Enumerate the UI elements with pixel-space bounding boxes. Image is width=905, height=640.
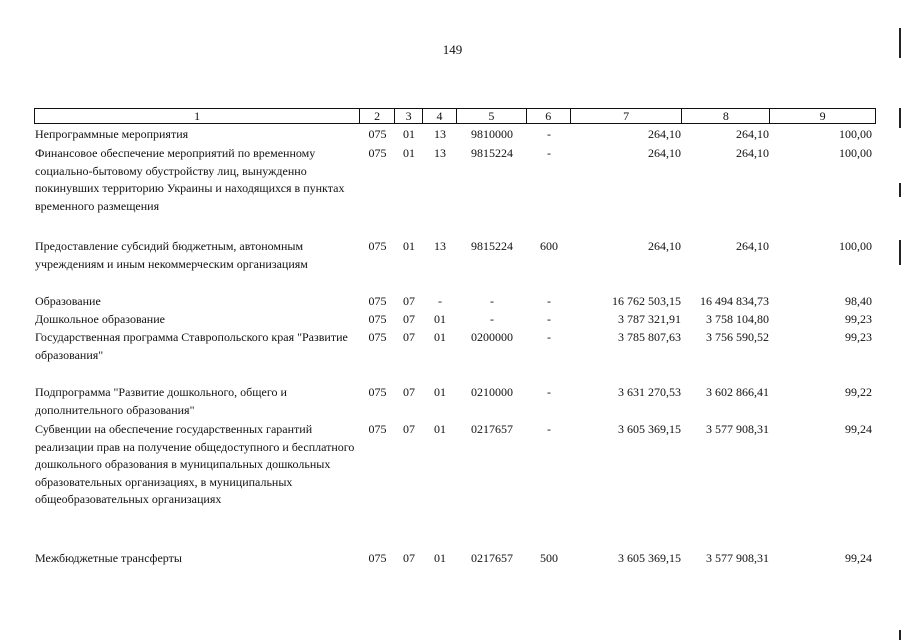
row-name: Предоставление субсидий бюджетным, автономным учреждениям и иным некоммерческим организациям xyxy=(35,239,308,271)
table-row xyxy=(34,126,876,144)
cell-target-article: 0200000 xyxy=(471,330,513,344)
cell-executed: 264,10 xyxy=(736,127,769,141)
row-name: Дошкольное образование xyxy=(35,312,165,326)
row-name: Образование xyxy=(35,294,101,308)
cell-planned: 3 631 270,53 xyxy=(618,385,681,399)
cell-subsection: 13 xyxy=(434,239,446,253)
cell-target-article: 9810000 xyxy=(471,127,513,141)
cell-section: 07 xyxy=(403,312,415,326)
cell-executed: 3 577 908,31 xyxy=(706,551,769,565)
column-header-3: 3 xyxy=(395,109,423,123)
cell-target-article: 0217657 xyxy=(471,551,513,565)
cell-section: 07 xyxy=(403,330,415,344)
cell-ministry: 075 xyxy=(368,330,387,344)
cell-target-article: 0217657 xyxy=(471,422,513,436)
cell-expense-type: - xyxy=(547,146,551,160)
cell-target-article: 9815224 xyxy=(471,239,513,253)
column-header-8: 8 xyxy=(682,109,770,123)
table-row xyxy=(34,384,876,419)
page-number: 149 xyxy=(442,42,463,57)
table-row xyxy=(34,145,876,215)
cell-ministry: 075 xyxy=(368,551,387,565)
cell-expense-type: - xyxy=(547,127,551,141)
table-row xyxy=(34,421,876,509)
column-header-5: 5 xyxy=(457,109,527,123)
cell-planned: 264,10 xyxy=(648,146,681,160)
row-name: Финансовое обеспечение мероприятий по временному социально-бытовому обустройству лиц, вынужденно покинувших территорию Украины и находящихся в пунктах временного размещения xyxy=(35,146,345,213)
cell-target-article: - xyxy=(490,294,494,308)
cell-ministry: 075 xyxy=(368,385,387,399)
cell-ministry: 075 xyxy=(368,294,387,308)
column-header-4: 4 xyxy=(423,109,457,123)
cell-section: 01 xyxy=(403,239,415,253)
scan-edge-mark xyxy=(899,183,901,197)
cell-ministry: 075 xyxy=(368,127,387,141)
cell-subsection: 01 xyxy=(434,330,446,344)
cell-executed: 264,10 xyxy=(736,146,769,160)
cell-planned: 16 762 503,15 xyxy=(612,294,681,308)
cell-ministry: 075 xyxy=(368,239,387,253)
scan-edge-mark xyxy=(899,108,901,128)
cell-executed: 3 758 104,80 xyxy=(706,312,769,326)
cell-executed: 3 577 908,31 xyxy=(706,422,769,436)
cell-percent: 100,00 xyxy=(839,146,872,160)
row-name: Субвенции на обеспечение государственных гарантий реализации прав на получение общедоступного и бесплатного дошкольного образования в муниципальных дошкольных образовательных организациях, в муниципальных общеобразовательных организациях xyxy=(35,422,355,506)
cell-expense-type: 500 xyxy=(540,551,558,565)
column-header-7: 7 xyxy=(571,109,683,123)
row-name: Государственная программа Ставропольского края "Развитие образования" xyxy=(35,330,348,362)
cell-expense-type: - xyxy=(547,312,551,326)
cell-section: 07 xyxy=(403,422,415,436)
cell-subsection: 13 xyxy=(434,146,446,160)
cell-expense-type: - xyxy=(547,330,551,344)
cell-section: 07 xyxy=(403,385,415,399)
cell-section: 01 xyxy=(403,127,415,141)
cell-percent: 99,24 xyxy=(845,422,872,436)
table-row xyxy=(34,329,876,364)
cell-expense-type: - xyxy=(547,294,551,308)
cell-ministry: 075 xyxy=(368,422,387,436)
row-name: Подпрограмма "Развитие дошкольного, общего и дополнительного образования" xyxy=(35,385,287,417)
cell-planned: 3 785 807,63 xyxy=(618,330,681,344)
cell-target-article: 9815224 xyxy=(471,146,513,160)
table-row xyxy=(34,311,876,329)
table-row xyxy=(34,238,876,273)
cell-executed: 264,10 xyxy=(736,239,769,253)
row-name: Непрограммные мероприятия xyxy=(35,127,189,141)
cell-percent: 98,40 xyxy=(845,294,872,308)
cell-target-article: - xyxy=(490,312,494,326)
cell-percent: 99,24 xyxy=(845,551,872,565)
column-header-6: 6 xyxy=(527,109,571,123)
cell-percent: 99,23 xyxy=(845,312,872,326)
cell-subsection: - xyxy=(438,294,442,308)
scan-edge-mark xyxy=(899,630,901,640)
cell-ministry: 075 xyxy=(368,312,387,326)
cell-section: 01 xyxy=(403,146,415,160)
cell-planned: 3 605 369,15 xyxy=(618,422,681,436)
cell-section: 07 xyxy=(403,294,415,308)
cell-expense-type: - xyxy=(547,385,551,399)
cell-section: 07 xyxy=(403,551,415,565)
cell-executed: 3 602 866,41 xyxy=(706,385,769,399)
row-name: Межбюджетные трансферты xyxy=(35,551,182,565)
cell-subsection: 01 xyxy=(434,422,446,436)
column-header-1: 1 xyxy=(35,109,360,123)
cell-planned: 264,10 xyxy=(648,127,681,141)
cell-percent: 100,00 xyxy=(839,239,872,253)
cell-planned: 3 605 369,15 xyxy=(618,551,681,565)
cell-percent: 99,22 xyxy=(845,385,872,399)
scan-edge-mark xyxy=(899,28,901,58)
cell-target-article: 0210000 xyxy=(471,385,513,399)
cell-subsection: 01 xyxy=(434,551,446,565)
column-header-2: 2 xyxy=(360,109,395,123)
cell-expense-type: 600 xyxy=(540,239,558,253)
cell-subsection: 01 xyxy=(434,385,446,399)
cell-executed: 16 494 834,73 xyxy=(700,294,769,308)
cell-planned: 264,10 xyxy=(648,239,681,253)
scan-edge-mark xyxy=(899,240,901,265)
cell-subsection: 13 xyxy=(434,127,446,141)
column-header-9: 9 xyxy=(819,109,826,123)
cell-ministry: 075 xyxy=(368,146,387,160)
cell-planned: 3 787 321,91 xyxy=(618,312,681,326)
cell-percent: 100,00 xyxy=(839,127,872,141)
cell-executed: 3 756 590,52 xyxy=(706,330,769,344)
table-row xyxy=(34,293,876,311)
cell-subsection: 01 xyxy=(434,312,446,326)
cell-expense-type: - xyxy=(547,422,551,436)
table-row xyxy=(34,550,876,568)
cell-percent: 99,23 xyxy=(845,330,872,344)
table-header xyxy=(34,108,876,124)
